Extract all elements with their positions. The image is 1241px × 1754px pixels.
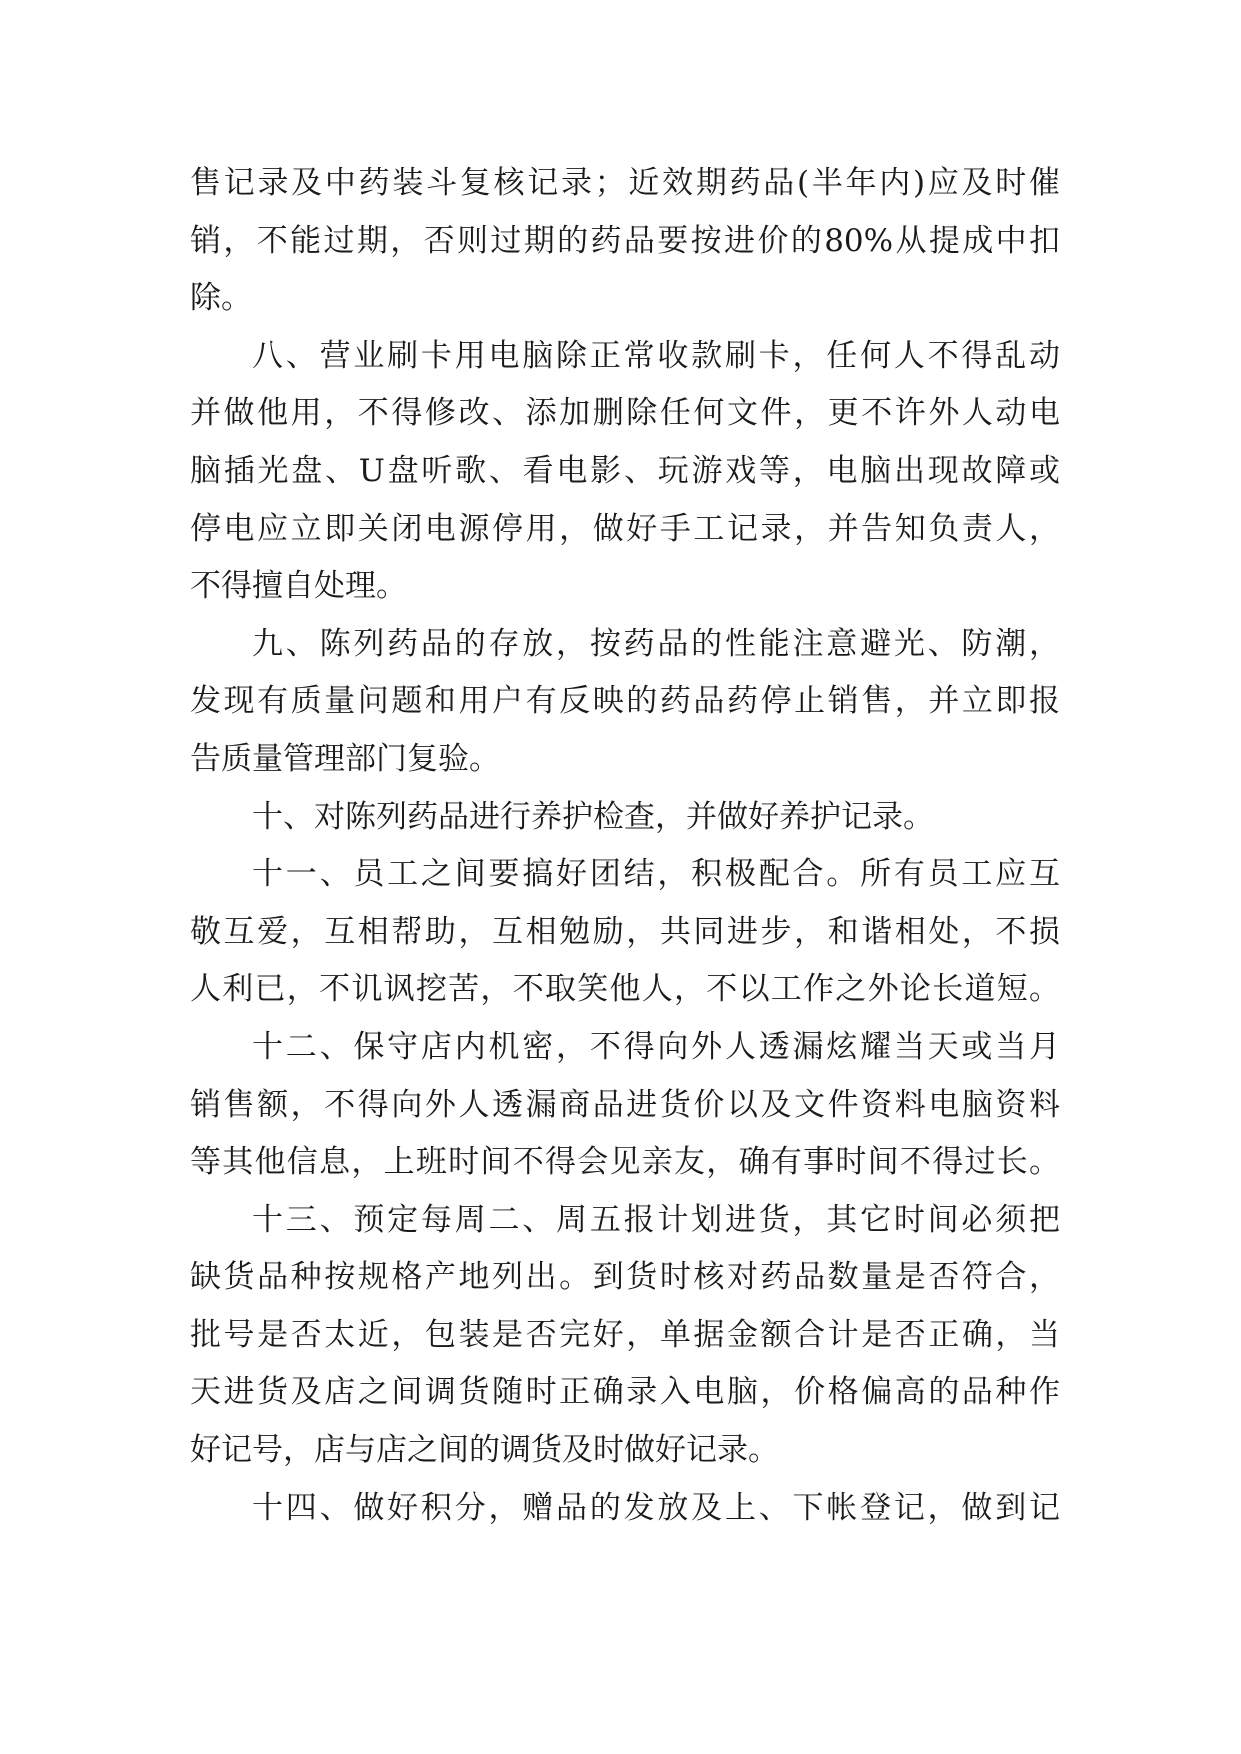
text-line: 等其他信息，上班时间不得会见亲友，确有事时间不得过长。 [190,1144,1060,1181]
text-line: 停电应立即关闭电源停用，做好手工记录，并告知负责人， [190,510,1060,547]
text-line: 告质量管理部门复验。 [190,740,500,777]
text-line: 除。 [190,280,252,317]
text-line: 批号是否太近，包装是否完好，单据金额合计是否正确，当 [190,1316,1060,1353]
text-line: 脑插光盘、U盘听歌、看电影、玩游戏等，电脑出现故障或 [190,452,1060,489]
text-line: 并做他用，不得修改、添加删除任何文件，更不许外人动电 [190,395,1060,432]
text-line: 十一、员工之间要搞好团结，积极配合。所有员工应互 [252,856,1060,893]
text-line: 天进货及店之间调货随时正确录入电脑，价格偏高的品种作 [190,1374,1060,1411]
text-line: 敬互爱，互相帮助，互相勉励，共同进步，和谐相处，不损 [190,913,1060,950]
text-line: 人利已，不讥讽挖苦，不取笑他人，不以工作之外论长道短。 [190,971,1060,1008]
text-line: 销，不能过期，否则过期的药品要按进价的80%从提成中扣 [190,222,1060,259]
text-line: 十、对陈列药品进行养护检查，并做好养护记录。 [252,798,934,835]
text-line: 销售额，不得向外人透漏商品进货价以及文件资料电脑资料 [190,1086,1060,1123]
text-line: 九、陈列药品的存放，按药品的性能注意避光、防潮， [252,625,1060,662]
text-line: 十二、保守店内机密，不得向外人透漏炫耀当天或当月 [252,1028,1060,1065]
text-line: 不得擅自处理。 [190,568,407,605]
text-line: 八、营业刷卡用电脑除正常收款刷卡，任何人不得乱动 [252,337,1060,374]
text-line: 缺货品种按规格产地列出。到货时核对药品数量是否符合， [190,1259,1060,1296]
text-line: 十三、预定每周二、周五报计划进货，其它时间必须把 [252,1201,1060,1238]
text-line: 十四、做好积分，赠品的发放及上、下帐登记，做到记 [252,1489,1060,1526]
text-line: 售记录及中药装斗复核记录；近效期药品(半年内)应及时催 [190,165,1060,201]
text-line: 发现有质量问题和用户有反映的药品药停止销售，并立即报 [190,683,1060,720]
text-line: 好记号，店与店之间的调货及时做好记录。 [190,1432,779,1469]
document-body [190,155,1060,1537]
